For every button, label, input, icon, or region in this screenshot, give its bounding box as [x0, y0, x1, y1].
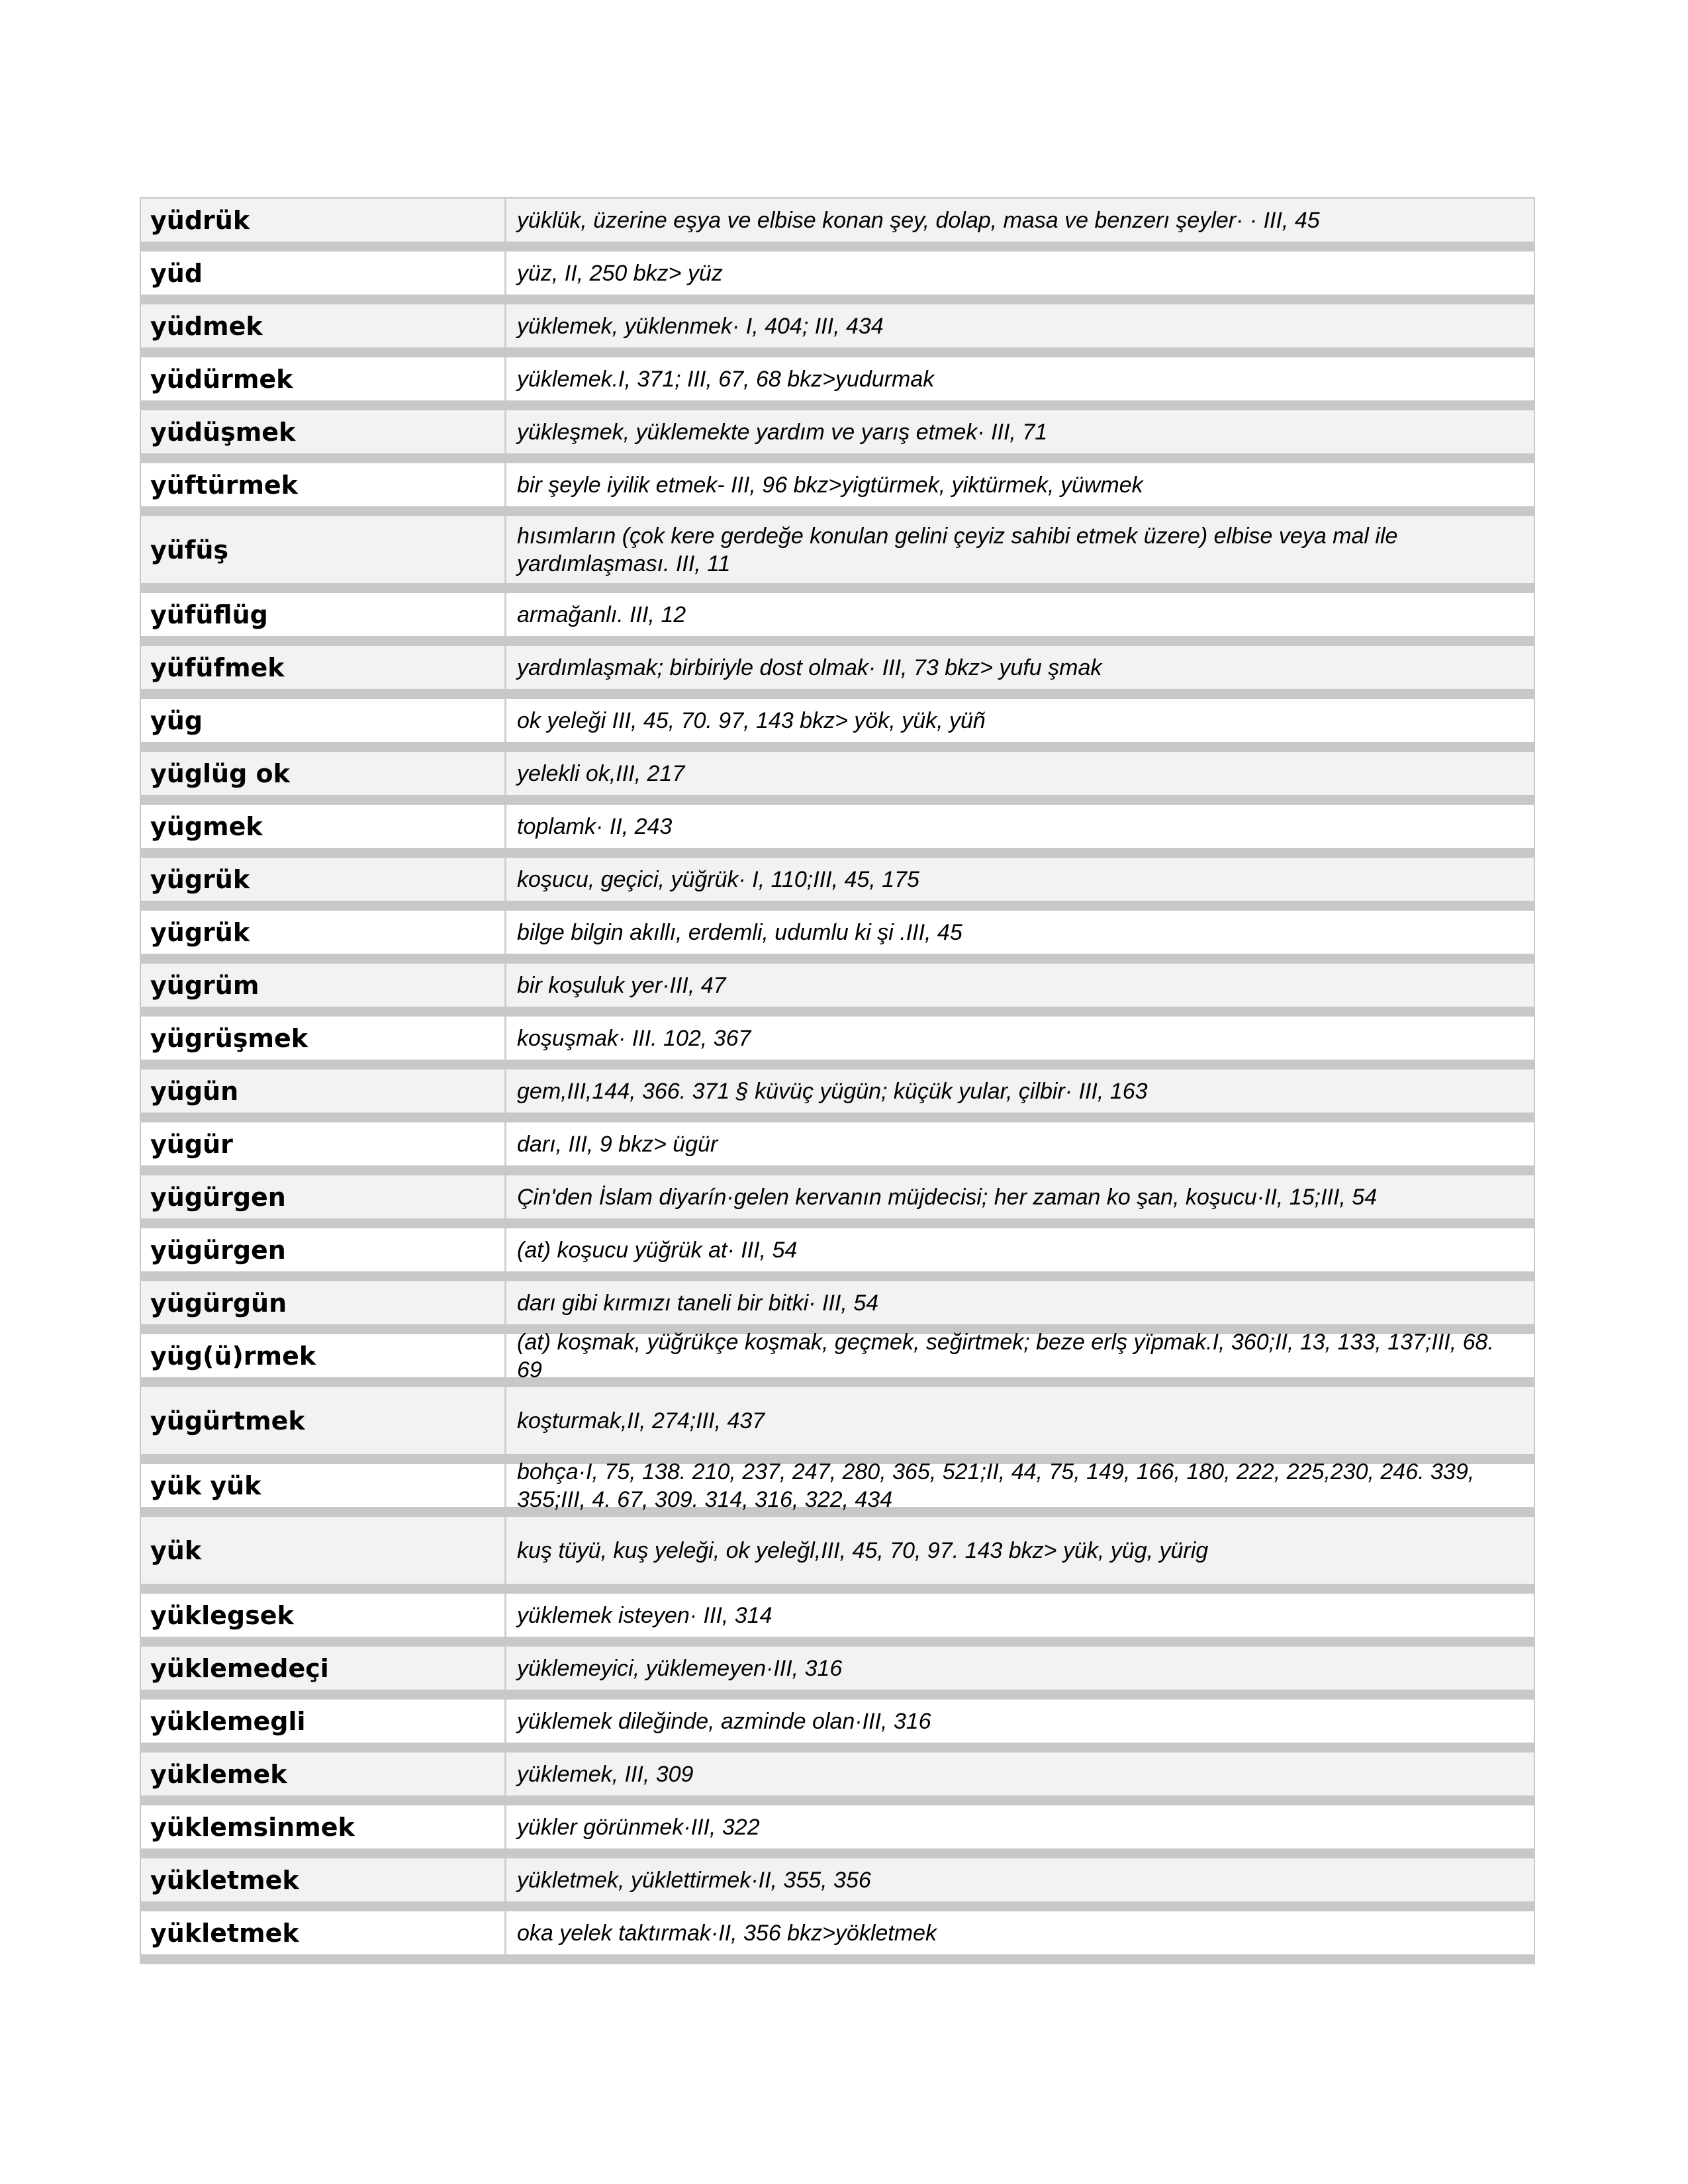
entry-definition: yüklük, üzerine eşya ve elbise konan şey, dolap, masa ve benzerı şeyler· · III, 45 [506, 199, 1534, 242]
entry-term: yüg(ü)rmek [141, 1334, 506, 1377]
table-row [141, 1594, 1534, 1647]
entry-term: yüdürmek [141, 357, 506, 400]
table-row [141, 699, 1534, 752]
entry-definition: bohça·I, 75, 138. 210, 237, 247, 280, 365, 521;II, 44, 75, 149, 166, 180, 222, 225,230, 246. 339, 355;III, 4. 67, 309. 314, 316, 322, 434 [506, 1464, 1534, 1507]
entry-term: yüklemegli [141, 1700, 506, 1743]
entry-definition: gem,III,144, 366. 371 § küvüç yügün; küçük yular, çilbir· III, 163 [506, 1069, 1534, 1113]
entry-definition: bilge bilgin akıllı, erdemli, udumlu ki şi .III, 45 [506, 911, 1534, 954]
entry-definition: bir koşuluk yer·III, 47 [506, 964, 1534, 1007]
entry-term: yüdrük [141, 199, 506, 242]
table-row [141, 1122, 1534, 1175]
table-row [141, 1017, 1534, 1069]
entry-term: yüklemek [141, 1752, 506, 1796]
table-row [141, 516, 1534, 593]
entry-definition: bir şeyle iyilik etmek- III, 96 bkz>yigtürmek, yiktürmek, yüwmek [506, 463, 1534, 506]
entry-definition: (at) koşmak, yüğrükçe koşmak, geçmek, seğirtmek; beze erlş yïpmak.I, 360;II, 13, 133, 137;III, 68. 69 [506, 1334, 1534, 1377]
entry-term: yüglüg ok [141, 752, 506, 795]
dictionary-table [140, 197, 1535, 1964]
entry-term: yük yük [141, 1464, 506, 1507]
entry-term: yüg [141, 699, 506, 742]
entry-definition: armağanlı. III, 12 [506, 593, 1534, 636]
table-row [141, 964, 1534, 1017]
table-row [141, 357, 1534, 410]
entry-term: yüfüflüg [141, 593, 506, 636]
entry-term: yük [141, 1517, 506, 1584]
entry-definition: ok yeleği III, 45, 70. 97, 143 bkz> yök, yük, yüñ [506, 699, 1534, 742]
entry-term: yüdüşmek [141, 410, 506, 453]
table-row [141, 858, 1534, 911]
table-row [141, 1387, 1534, 1464]
entry-term: yüklemsinmek [141, 1805, 506, 1848]
entry-term: yüdmek [141, 304, 506, 347]
entry-term: yüftürmek [141, 463, 506, 506]
entry-term: yügrük [141, 911, 506, 954]
table-row [141, 1228, 1534, 1281]
table-row [141, 646, 1534, 699]
table-row [141, 1647, 1534, 1700]
table-row [141, 251, 1534, 304]
table-row [141, 1752, 1534, 1805]
entry-term: yügürtmek [141, 1387, 506, 1454]
entry-definition: oka yelek taktırmak·II, 356 bkz>yökletmek [506, 1911, 1534, 1954]
entry-definition: koşturmak,II, 274;III, 437 [506, 1387, 1534, 1454]
entry-definition: toplamk· II, 243 [506, 805, 1534, 848]
entry-definition: yüklemek, yüklenmek· I, 404; III, 434 [506, 304, 1534, 347]
table-row [141, 1281, 1534, 1334]
table-row [141, 911, 1534, 964]
entry-term: yüfüfmek [141, 646, 506, 689]
table-row [141, 1805, 1534, 1858]
entry-definition: (at) koşucu yüğrük at· III, 54 [506, 1228, 1534, 1271]
entry-definition: hısımların (çok kere gerdeğe konulan gelini çeyiz sahibi etmek üzere) elbise veya mal ile yardımlaşması. III, 11 [506, 516, 1534, 583]
entry-definition: darı gibi kırmızı taneli bir bitki· III, 54 [506, 1281, 1534, 1324]
entry-definition: koşucu, geçici, yüğrük· I, 110;III, 45, 175 [506, 858, 1534, 901]
entry-definition: yardımlaşmak; birbiriyle dost olmak· III, 73 bkz> yufu şmak [506, 646, 1534, 689]
table-row [141, 304, 1534, 357]
entry-definition: kuş tüyü, kuş yeleği, ok yeleğl,III, 45, 70, 97. 143 bkz> yük, yüg, yürig [506, 1517, 1534, 1584]
table-row [141, 1911, 1534, 1964]
entry-term: yükletmek [141, 1858, 506, 1901]
entry-definition: yüz, II, 250 bkz> yüz [506, 251, 1534, 295]
entry-term: yüfüş [141, 516, 506, 583]
entry-definition: yükleşmek, yüklemekte yardım ve yarış etmek· III, 71 [506, 410, 1534, 453]
entry-term: yügmek [141, 805, 506, 848]
table-row [141, 199, 1534, 251]
table-row [141, 593, 1534, 646]
table-row [141, 1459, 1534, 1517]
table-row [141, 410, 1534, 463]
entry-term: yügrük [141, 858, 506, 901]
entry-term: yüd [141, 251, 506, 295]
entry-definition: yüklemek isteyen· III, 314 [506, 1594, 1534, 1637]
entry-term: yüklegsek [141, 1594, 506, 1637]
table-row [141, 1700, 1534, 1752]
entry-definition: darı, III, 9 bkz> ügür [506, 1122, 1534, 1165]
entry-term: yügür [141, 1122, 506, 1165]
table-row [141, 1175, 1534, 1228]
entry-definition: koşuşmak· III. 102, 367 [506, 1017, 1534, 1060]
entry-definition: Çin'den İslam diyarín·gelen kervanın müjdecisi; her zaman ko şan, koşucu·II, 15;III, 54 [506, 1175, 1534, 1218]
entry-definition: yüklemek, III, 309 [506, 1752, 1534, 1796]
entry-term: yügürgen [141, 1175, 506, 1218]
table-row [141, 1069, 1534, 1122]
entry-term: yügürgün [141, 1281, 506, 1324]
table-row [141, 463, 1534, 516]
entry-definition: yüklemek.I, 371; III, 67, 68 bkz>yudurmak [506, 357, 1534, 400]
entry-definition: yüklemeyici, yüklemeyen·III, 316 [506, 1647, 1534, 1690]
table-row [141, 805, 1534, 858]
entry-term: yüklemedeçi [141, 1647, 506, 1690]
entry-term: yügürgen [141, 1228, 506, 1271]
entry-definition: yelekli ok,III, 217 [506, 752, 1534, 795]
entry-term: yügün [141, 1069, 506, 1113]
entry-definition: yükler görünmek·III, 322 [506, 1805, 1534, 1848]
table-row [141, 1329, 1534, 1387]
entry-term: yügrüm [141, 964, 506, 1007]
entry-definition: yükletmek, yüklettirmek·II, 355, 356 [506, 1858, 1534, 1901]
entry-term: yügrüşmek [141, 1017, 506, 1060]
table-row [141, 1517, 1534, 1594]
table-row [141, 752, 1534, 805]
table-row [141, 1858, 1534, 1911]
entry-definition: yüklemek dileğinde, azminde olan·III, 316 [506, 1700, 1534, 1743]
entry-term: yükletmek [141, 1911, 506, 1954]
